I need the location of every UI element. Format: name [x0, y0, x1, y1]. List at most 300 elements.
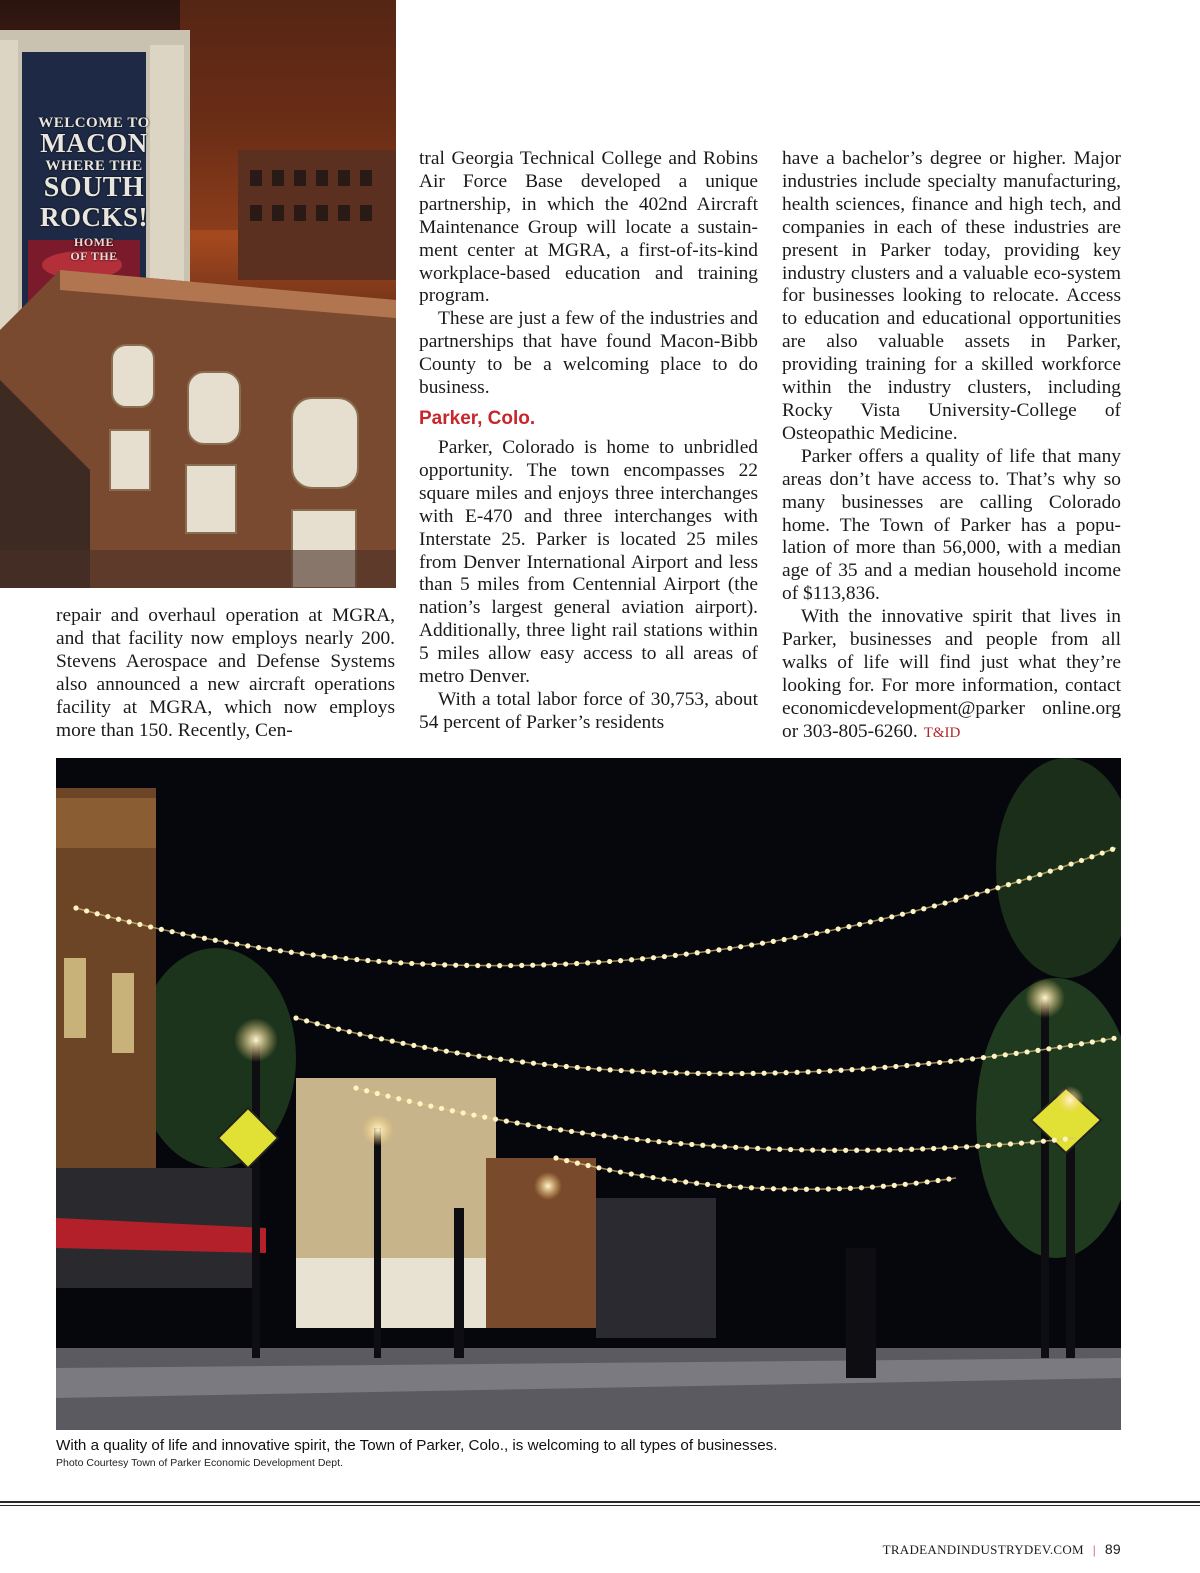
string-light-bulb — [766, 1146, 771, 1151]
string-light-bulb — [1079, 858, 1084, 863]
string-light-bulb — [827, 1068, 832, 1073]
string-light-bulb — [450, 1108, 455, 1113]
string-light-bulb — [482, 1115, 487, 1120]
string-light-bulb — [563, 961, 568, 966]
string-light-bulb — [597, 1067, 602, 1072]
string-light-bulb — [898, 1147, 903, 1152]
string-light-bulb — [497, 963, 502, 968]
string-light-bulb — [985, 888, 990, 893]
string-light-bulb — [475, 963, 480, 968]
string-light-bulb — [202, 936, 207, 941]
string-light-bulb — [695, 1071, 700, 1076]
string-light-bulb — [354, 957, 359, 962]
string-light-bulb — [672, 1178, 677, 1183]
end-mark: T&ID — [923, 724, 961, 741]
string-light-bulb — [520, 1059, 525, 1064]
string-light-bulb — [336, 1027, 341, 1032]
string-light-bulb — [1052, 1138, 1057, 1143]
string-light-bulb — [596, 1165, 601, 1170]
string-light-bulb — [821, 1148, 826, 1153]
string-light-bulb — [1079, 1041, 1084, 1046]
string-light-bulb — [857, 922, 862, 927]
string-light-bulb — [564, 1158, 569, 1163]
string-light-bulb — [586, 1163, 591, 1168]
string-light-bulb — [1016, 879, 1021, 884]
string-light-bulb — [1024, 1049, 1029, 1054]
string-light-bulb — [223, 940, 228, 945]
string-light-bulb — [640, 1173, 645, 1178]
string-light-bulb — [662, 954, 667, 959]
string-light-bulb — [911, 909, 916, 914]
string-light-bulb — [678, 1141, 683, 1146]
string-light-bulb — [73, 905, 78, 910]
string-light-bulb — [1058, 865, 1063, 870]
string-light-bulb — [234, 941, 239, 946]
string-light-bulb — [417, 1101, 422, 1106]
string-light-bulb — [997, 1142, 1002, 1147]
string-light-bulb — [878, 917, 883, 922]
string-light-bulb — [376, 959, 381, 964]
string-light-bulb — [738, 944, 743, 949]
string-light-bulb — [783, 1070, 788, 1075]
string-light-bulb — [455, 1050, 460, 1055]
string-light-bulb — [375, 1091, 380, 1096]
paragraph — [782, 606, 1121, 744]
string-light-bulb — [553, 1155, 558, 1160]
string-light-bulb — [727, 1184, 732, 1189]
string-light-bulb — [444, 1049, 449, 1054]
string-light-bulb — [1035, 1048, 1040, 1053]
string-light-bulb — [716, 947, 721, 952]
footer-rule — [0, 1501, 1200, 1503]
string-light-bulb — [634, 1137, 639, 1142]
string-light-bulb — [650, 1175, 655, 1180]
string-light-bulb — [411, 1043, 416, 1048]
string-light-bulb — [387, 960, 392, 965]
string-light-bulb — [293, 1015, 298, 1020]
closing-paragraph-text: With the innovative spirit that lives in Parker, businesses and people from all walks of life will find just what they’re looking for. For more information, contact economicdevelopment@parker online.org or 303-805-6260. — [782, 606, 1121, 742]
string-light-bulb — [245, 943, 250, 948]
string-light-bulb — [1037, 872, 1042, 877]
string-light-bulb — [711, 1143, 716, 1148]
string-light-bulb — [180, 931, 185, 936]
string-light-bulb — [959, 1057, 964, 1062]
string-light-bulb — [804, 1187, 809, 1192]
mural-line-home: HOME — [74, 235, 114, 249]
string-light-bulb — [926, 1061, 931, 1066]
string-light-bulb — [357, 1032, 362, 1037]
paragraph: With a total labor force of 30,753, about 54 percent of Parker’s residents — [419, 688, 758, 733]
string-light-bulb — [992, 1054, 997, 1059]
string-light-bulb — [661, 1177, 666, 1182]
string-light-bulb — [379, 1036, 384, 1041]
string-light-bulb — [1101, 1038, 1106, 1043]
section-heading-parker: Parker, Colo. — [419, 407, 536, 429]
string-light-bulb — [311, 952, 316, 957]
string-light-bulb — [504, 1118, 509, 1123]
string-light-bulb — [920, 1146, 925, 1151]
string-light-bulb — [465, 1052, 470, 1057]
string-light-bulb — [498, 1057, 503, 1062]
article-column-3 — [782, 148, 1121, 745]
string-light-bulb — [608, 1067, 613, 1072]
string-light-bulb — [1003, 1052, 1008, 1057]
string-light-bulb — [782, 1186, 787, 1191]
string-light-bulb — [921, 906, 926, 911]
string-light-bulb — [792, 935, 797, 940]
string-light-bulb — [663, 1070, 668, 1075]
string-light-bulb — [946, 1176, 951, 1181]
string-light-bulb — [937, 1060, 942, 1065]
string-light-bulb — [953, 898, 958, 903]
string-light-bulb — [825, 929, 830, 934]
string-light-bulb — [782, 937, 787, 942]
string-light-bulb — [815, 1187, 820, 1192]
string-light-bulb — [1048, 869, 1053, 874]
string-light-bulb — [509, 1058, 514, 1063]
string-light-bulb — [641, 1069, 646, 1074]
string-light-bulb — [854, 1148, 859, 1153]
string-light-bulb — [826, 1186, 831, 1191]
string-light-bulb — [843, 1148, 848, 1153]
string-light-bulb — [832, 1148, 837, 1153]
string-light-bulb — [170, 929, 175, 934]
string-light-bulb — [881, 1184, 886, 1189]
string-light-bulb — [321, 954, 326, 959]
string-light-bulb — [536, 1124, 541, 1129]
string-light-bulb — [942, 1145, 947, 1150]
string-light-bulb — [1090, 1039, 1095, 1044]
paragraph: Parker, Colorado is home to unbridled opportunity. The town encompasses 22 square miles and enjoys three interchanges with E-470 and three interchanges with Interstate 25. Parker is located 25 miles from Denver International Airport and less than 5 miles from Centennial Airport (the nation’s largest general aviation airport). Additionally, three light rail stations within 5 miles allow easy access to all areas of metro Denver. — [419, 436, 758, 688]
string-light-bulb — [814, 931, 819, 936]
string-light-bulb — [964, 1144, 969, 1149]
string-light-bulb — [420, 961, 425, 966]
string-light-bulb — [995, 885, 1000, 890]
string-light-bulb — [970, 1056, 975, 1061]
page-number: 89 — [1104, 1541, 1121, 1557]
string-light-bulb — [986, 1143, 991, 1148]
article-column-1 — [56, 605, 395, 742]
string-light-bulb — [519, 963, 524, 968]
string-light-bulb — [431, 962, 436, 967]
mural-line-of-the: OF THE — [70, 249, 118, 263]
string-light-bulb — [859, 1185, 864, 1190]
string-light-bulb — [464, 963, 469, 968]
string-light-bulb — [716, 1183, 721, 1188]
paragraph: have a bachelor’s degree or higher. Major industries include specialty manufacturing, health sciences, finance and high tech, and companies in each of these industries are present in Parker today, providing key industry clusters and a valuable eco-system for businesses looking to relocate. Access to education and educational opportunities are also valuable assets in Parker, providing training for a skilled workforce within the industry clusters, including Rocky Vista University-College of Osteopathic Medicine. — [782, 148, 1121, 444]
string-light-bulb — [353, 1085, 358, 1090]
mural-line-welcome: WELCOME TO — [38, 115, 150, 131]
string-light-bulb — [347, 1029, 352, 1034]
string-light-bulb — [575, 1161, 580, 1166]
string-light-bulb — [728, 1071, 733, 1076]
string-light-bulb — [932, 903, 937, 908]
string-light-bulb — [552, 962, 557, 967]
string-light-bulb — [836, 926, 841, 931]
string-light-bulb — [530, 963, 535, 968]
string-light-bulb — [760, 941, 765, 946]
string-light-bulb — [652, 1070, 657, 1075]
string-light-bulb — [974, 892, 979, 897]
string-light-bulb — [116, 917, 121, 922]
string-light-bulb — [618, 958, 623, 963]
string-light-bulb — [365, 958, 370, 963]
string-light-bulb — [439, 1106, 444, 1111]
footer-separator: | — [1092, 1542, 1096, 1557]
string-light-bulb — [871, 1066, 876, 1071]
string-light-bulb — [159, 927, 164, 932]
string-light-bulb — [733, 1145, 738, 1150]
string-light-bulb — [525, 1122, 530, 1127]
footer-website: TRADEANDINDUSTRYDEV.COM — [882, 1542, 1084, 1557]
string-light-bulb — [585, 960, 590, 965]
string-light-bulb — [569, 1129, 574, 1134]
string-light-bulb — [816, 1069, 821, 1074]
string-light-bulb — [591, 1132, 596, 1137]
string-light-bulb — [1069, 861, 1074, 866]
string-light-bulb — [722, 1144, 727, 1149]
string-light-bulb — [717, 1071, 722, 1076]
mural-line-rocks: ROCKS! — [39, 202, 148, 232]
string-light-bulb — [674, 1070, 679, 1075]
string-light-bulb — [700, 1143, 705, 1148]
string-light-bulb — [684, 951, 689, 956]
string-light-bulb — [256, 945, 261, 950]
string-light-bulb — [364, 1088, 369, 1093]
string-light-bulb — [876, 1147, 881, 1152]
string-light-bulb — [453, 963, 458, 968]
string-light-bulb — [705, 1182, 710, 1187]
string-light-bulb — [508, 963, 513, 968]
string-light-bulb — [1008, 1141, 1013, 1146]
string-light-bulb — [656, 1139, 661, 1144]
string-light-bulb — [1041, 1139, 1046, 1144]
string-light-bulb — [794, 1070, 799, 1075]
string-light-bulb — [574, 961, 579, 966]
string-light-bulb — [541, 962, 546, 967]
string-light-bulb — [683, 1179, 688, 1184]
string-light-bulb — [315, 1021, 320, 1026]
string-light-bulb — [619, 1068, 624, 1073]
string-light-bulb — [667, 1140, 672, 1145]
string-light-bulb — [558, 1127, 563, 1132]
string-light-bulb — [849, 1067, 854, 1072]
string-light-bulb — [750, 1071, 755, 1076]
string-light-bulb — [289, 950, 294, 955]
string-light-bulb — [602, 1133, 607, 1138]
string-light-bulb — [267, 947, 272, 952]
string-light-bulb — [325, 1024, 330, 1029]
string-light-bulb — [385, 1094, 390, 1099]
string-light-bulb — [805, 1069, 810, 1074]
mural-line-where: WHERE THE — [45, 158, 143, 174]
string-light-bulb — [607, 959, 612, 964]
string-light-bulb — [586, 1066, 591, 1071]
photo-caption: With a quality of life and innovative spirit, the Town of Parker, Colo., is welcoming to all types of businesses. — [56, 1437, 778, 1454]
string-light-bulb — [127, 919, 132, 924]
string-light-bulb — [575, 1065, 580, 1070]
string-light-bulb — [400, 1041, 405, 1046]
string-light-bulb — [640, 956, 645, 961]
string-light-bulb — [684, 1071, 689, 1076]
paragraph: tral Georgia Technical College and Robins Air Force Base developed a unique partnership, in which the 402nd Aircraft Maintenance Group will locate a sustainment center at MGRA, a first-of-its-kind workplace-based education and training program. — [419, 148, 758, 307]
string-light-bulb — [624, 1136, 629, 1141]
parker-street-photo — [56, 758, 1121, 1430]
string-light-bulb — [629, 957, 634, 962]
string-light-bulb — [487, 1055, 492, 1060]
string-light-bulb — [1030, 1140, 1035, 1145]
string-light-bulb — [1006, 882, 1011, 887]
paragraph: Parker offers a quality of life that many areas don’t have access to. That’s why so many businesses are calling Colorado home. The Town of Parker has a population of more than 56,000, with a median age of 35 and a median household income of $113,836. — [782, 445, 1121, 605]
string-light-bulb — [706, 1071, 711, 1076]
string-light-bulb — [564, 1064, 569, 1069]
string-light-bulb — [613, 1134, 618, 1139]
string-light-bulb — [948, 1059, 953, 1064]
string-light-bulb — [914, 1181, 919, 1186]
string-light-bulb — [744, 1145, 749, 1150]
string-light-bulb — [428, 1104, 433, 1109]
string-light-bulb — [1100, 850, 1105, 855]
string-light-bulb — [1046, 1046, 1051, 1051]
string-light-bulb — [673, 953, 678, 958]
string-light-bulb — [278, 948, 283, 953]
string-light-bulb — [771, 939, 776, 944]
string-light-bulb — [476, 1054, 481, 1059]
string-light-bulb — [1057, 1045, 1062, 1050]
string-light-bulb — [213, 938, 218, 943]
string-light-bulb — [105, 914, 110, 919]
string-light-bulb — [777, 1147, 782, 1152]
string-light-bulb — [893, 1064, 898, 1069]
string-light-bulb — [860, 1066, 865, 1071]
string-light-bulb — [727, 946, 732, 951]
string-light-bulb — [771, 1186, 776, 1191]
string-light-bulb — [749, 1185, 754, 1190]
string-light-bulb — [788, 1147, 793, 1152]
string-light-bulb — [645, 1138, 650, 1143]
paragraph: repair and overhaul operation at MGRA, and that facility now employs nearly 200. Stevens Aerospace and Defense Systems also announced a new aircraft operations facility at MGRA, which now employs more than 150. Recently, Cen- — [56, 605, 395, 741]
string-light-bulb — [689, 1142, 694, 1147]
string-light-bulb — [390, 1039, 395, 1044]
string-light-bulb — [553, 1063, 558, 1068]
string-light-bulb — [1110, 847, 1115, 852]
string-light-bulb — [981, 1055, 986, 1060]
string-light-bulb — [1063, 1137, 1068, 1142]
string-light-bulb — [95, 911, 100, 916]
article-column-2 — [419, 148, 758, 735]
string-light-bulb — [486, 963, 491, 968]
string-light-bulb — [761, 1071, 766, 1076]
string-light-bulb — [772, 1070, 777, 1075]
string-light-bulb — [332, 955, 337, 960]
mural-line-south: SOUTH — [43, 172, 145, 203]
string-light-bulb — [304, 1018, 309, 1023]
string-light-bulb — [1019, 1140, 1024, 1145]
string-light-bulb — [422, 1045, 427, 1050]
string-light-bulb — [892, 1183, 897, 1188]
string-light-bulb — [1111, 1036, 1116, 1041]
string-light-bulb — [705, 949, 710, 954]
string-light-bulb — [471, 1112, 476, 1117]
string-light-bulb — [755, 1146, 760, 1151]
string-light-bulb — [1068, 1043, 1073, 1048]
string-light-bulb — [580, 1130, 585, 1135]
string-light-bulb — [889, 914, 894, 919]
string-light-bulb — [300, 951, 305, 956]
string-light-bulb — [1014, 1051, 1019, 1056]
string-light-bulb — [803, 933, 808, 938]
string-light-bulb — [398, 960, 403, 965]
string-light-bulb — [953, 1145, 958, 1150]
string-light-bulb — [343, 956, 348, 961]
string-light-bulb — [433, 1047, 438, 1052]
paragraph: These are just a few of the industries and partnerships that have found Macon-Bibb County to be a welcoming place to do business. — [419, 308, 758, 399]
string-light-bulb — [935, 1178, 940, 1183]
string-light-bulb — [837, 1186, 842, 1191]
string-light-bulb — [493, 1117, 498, 1122]
string-light-bulb — [695, 950, 700, 955]
string-light-bulb — [596, 960, 601, 965]
string-light-bulb — [882, 1065, 887, 1070]
string-light-bulb — [838, 1068, 843, 1073]
string-light-bulb — [942, 900, 947, 905]
string-light-bulb — [547, 1126, 552, 1131]
string-light-bulb — [793, 1187, 798, 1192]
string-light-bulb — [630, 1069, 635, 1074]
string-light-bulb — [760, 1186, 765, 1191]
string-light-bulb — [442, 962, 447, 967]
string-light-bulb — [739, 1071, 744, 1076]
string-light-bulb — [607, 1167, 612, 1172]
string-light-bulb — [848, 1186, 853, 1191]
string-light-bulb — [409, 961, 414, 966]
footer-rule-thin — [0, 1505, 1200, 1506]
string-light-bulb — [887, 1147, 892, 1152]
string-light-bulb — [148, 924, 153, 929]
string-light-bulb — [137, 922, 142, 927]
string-light-bulb — [1027, 875, 1032, 880]
string-light-bulb — [810, 1147, 815, 1152]
mural-line-macon: MACON — [40, 128, 148, 158]
string-light-bulb — [903, 1182, 908, 1187]
string-light-bulb — [651, 955, 656, 960]
string-light-bulb — [515, 1120, 520, 1125]
string-light-bulb — [618, 1169, 623, 1174]
string-light-bulb — [975, 1144, 980, 1149]
string-light-bulb — [531, 1061, 536, 1066]
string-light-bulb — [799, 1147, 804, 1152]
string-light-bulb — [694, 1181, 699, 1186]
string-light-bulb — [738, 1185, 743, 1190]
string-light-bulb — [900, 912, 905, 917]
string-light-bulb — [964, 895, 969, 900]
string-light-bulb — [909, 1147, 914, 1152]
macon-mural-photo — [0, 0, 396, 588]
string-light-bulb — [542, 1062, 547, 1067]
string-light-bulb — [407, 1099, 412, 1104]
string-light-bulb — [846, 924, 851, 929]
string-light-bulb — [931, 1146, 936, 1151]
string-light-bulb — [868, 919, 873, 924]
string-light-bulb — [915, 1062, 920, 1067]
string-light-bulb — [925, 1179, 930, 1184]
string-light-bulb — [870, 1184, 875, 1189]
string-light-bulb — [191, 934, 196, 939]
string-light-bulb — [904, 1063, 909, 1068]
string-light-bulb — [368, 1034, 373, 1039]
string-light-bulb — [629, 1171, 634, 1176]
string-light-bulb — [396, 1096, 401, 1101]
